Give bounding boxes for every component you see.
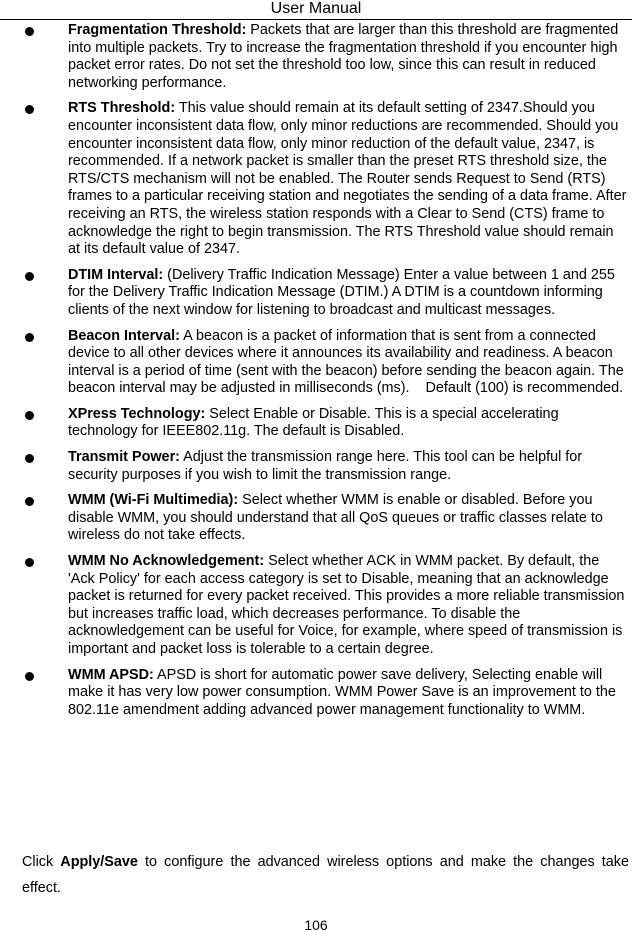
- bullet-text: Adjust the transmission range here. This tool can be helpful for security purposes if you wish to limit the transmission range.: [68, 449, 583, 483]
- bullet-wmm-no-ack: [0, 553, 632, 659]
- bullet-fragmentation-threshold: [0, 22, 632, 92]
- bullet-term: DTIM Interval:: [68, 266, 164, 283]
- bullet-text: Select whether WMM is enable or disabled. Before you disable WMM, you should understand that all QoS queues or traffic classes relate to wireless do not take effects.: [68, 492, 603, 544]
- bullet-term: RTS Threshold:: [68, 100, 176, 117]
- settings-bullet-list: [0, 20, 632, 719]
- bullet-text: APSD is short for automatic power save delivery, Selecting enable will make it has very low power consumption. WMM Power Save is an improvement to the 802.11e amendment adding advanced power management functionality to WMM.: [68, 666, 616, 718]
- header-title: User Manual: [270, 0, 362, 17]
- bullet-beacon-interval: [0, 328, 632, 398]
- bullet-dot-icon: [25, 497, 34, 506]
- bullet-dot-icon: [25, 454, 34, 463]
- page-header: [0, 0, 632, 20]
- bullet-text: Select whether ACK in WMM packet. By default, the 'Ack Policy' for each access category is set to Disable, meaning that an acknowledge packet is returned for every packet received. This provides a more reliable transmission but increases traffic load, which decreases performance. To disable the acknowledgement can be useful for Voice, for example, where speed of transmission is important and packet loss is tolerable to a certain degree.: [68, 553, 625, 657]
- bullet-text: This value should remain at its default setting of 2347.Should you encounter inconsistent data flow, only minor reductions are recommended. Should you encounter inconsistent data flow, only minor reduction of the default value, 2347, is recommended. If a network packet is smaller than the preset RTS threshold size, the RTS/CTS mechanism will not be enabled. The Router sends Request to Send (RTS) frames to a particular receiving station and negotiates the sending of a data frame. After receiving an RTS, the wireless station responds with a Clear to Send (CTS) frame to acknowledge the right to begin transmission. The RTS Threshold value should remain at its default value of 2347.: [68, 100, 627, 258]
- bullet-dot-icon: [25, 105, 34, 114]
- bullet-term: Transmit Power:: [68, 449, 180, 466]
- page-number-value: 106: [304, 917, 328, 932]
- closing-prefix: Click: [22, 854, 61, 870]
- closing-paragraph: [22, 849, 629, 901]
- bullet-term: XPress Technology:: [68, 405, 206, 422]
- bullet-dot-icon: [25, 558, 34, 567]
- bullet-dot-icon: [25, 272, 34, 281]
- page-number: [0, 917, 632, 932]
- bullet-xpress-technology: [0, 406, 632, 441]
- apply-save-label: Apply/Save: [60, 854, 138, 870]
- bullet-transmit-power: [0, 449, 632, 484]
- bullet-wmm-apsd: [0, 667, 632, 720]
- bullet-dot-icon: [25, 27, 34, 36]
- bullet-dot-icon: [25, 411, 34, 420]
- bullet-wmm: [0, 492, 632, 545]
- bullet-dot-icon: [25, 672, 34, 681]
- bullet-text: A beacon is a packet of information that is sent from a connected device to all other devices where it announces its availability and readiness. A beacon interval is a period of time (sent with the beacon) before sending the beacon again. The beacon interval may be adjusted in milliseconds (ms). Default (100) is recommended.: [68, 327, 628, 397]
- bullet-text: (Delivery Traffic Indication Message) Enter a value between 1 and 255 for the Delivery Traffic Indication Message (DTIM.) A DTIM is a countdown informing clients of the next window for listening to broadcast and multicast messages.: [68, 266, 615, 318]
- bullet-term: Beacon Interval:: [68, 327, 180, 344]
- bullet-dtim-interval: [0, 267, 632, 320]
- bullet-term: WMM No Acknowledgement:: [68, 553, 265, 570]
- bullet-term: WMM (Wi-Fi Multimedia):: [68, 492, 239, 509]
- bullet-term: WMM APSD:: [68, 666, 154, 683]
- bullet-dot-icon: [25, 333, 34, 342]
- bullet-text: Packets that are larger than this threshold are fragmented into multiple packets. Try to increase the fragmentation threshold if you encounter high packet error rates. Do not set the threshold too low, since this can result in reduced networking performance.: [68, 22, 619, 91]
- bullet-term: Fragmentation Threshold:: [68, 22, 247, 38]
- bullet-text: Select Enable or Disable. This is a special accelerating technology for IEEE802.11g. The default is Disabled.: [68, 405, 575, 440]
- bullet-rts-threshold: [0, 100, 632, 258]
- closing-suffix: to configure the advanced wireless options and make the changes take effect.: [22, 854, 629, 896]
